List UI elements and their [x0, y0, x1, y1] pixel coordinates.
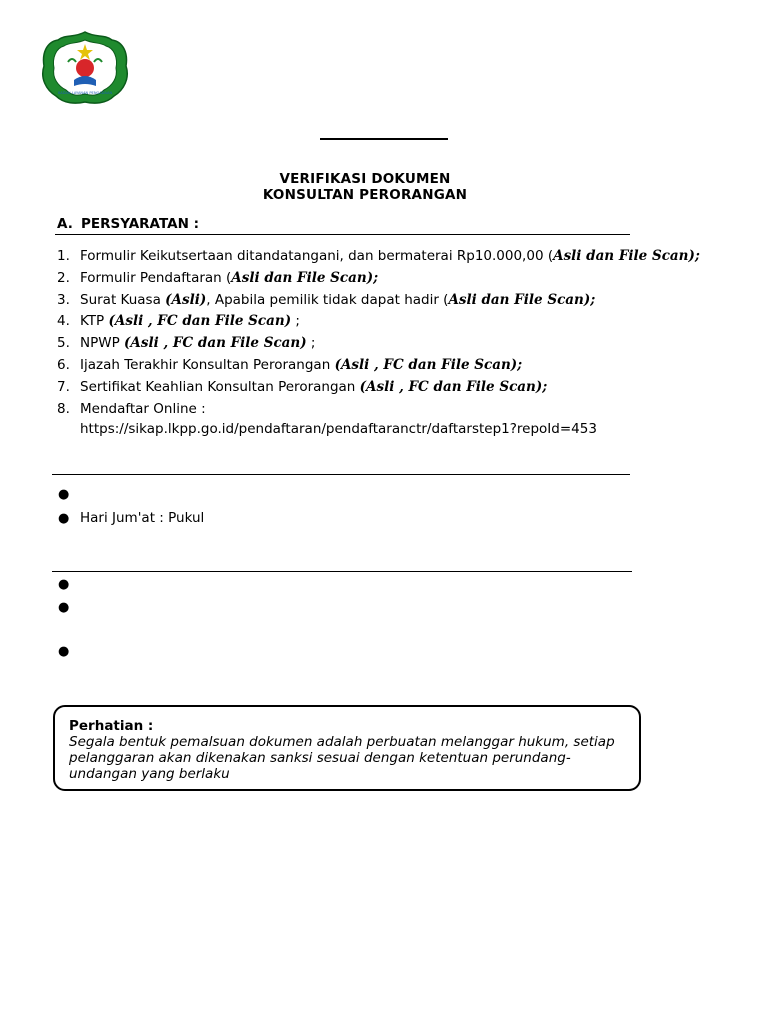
bullet-icon: ● — [58, 577, 70, 592]
section-letter: A. — [57, 216, 73, 232]
item-number: 1. — [57, 248, 70, 264]
registration-link[interactable]: https://sikap.lkpp.go.id/pendaftaran/pendaftaranctr/daftarstep1?repoId=453 — [80, 421, 597, 437]
list-item — [57, 312, 700, 334]
item-number: 4. — [57, 313, 70, 330]
svg-text:BADAN LAYANAN PENGADAAN: BADAN LAYANAN PENGADAAN — [57, 91, 113, 95]
item-text: NPWP — [80, 335, 125, 352]
item-text: Formulir Pendaftaran ( — [80, 269, 232, 286]
item-tail: , Apabila pemilik tidak dapat hadir ( — [206, 291, 449, 308]
list-item — [57, 400, 700, 422]
item-emphasis: (Asli , FC dan File Scan) — [124, 335, 307, 352]
section-heading — [57, 216, 199, 232]
item-text: Mendaftar Online : — [80, 400, 206, 417]
bullet-icon: ● — [58, 644, 70, 659]
document-subtitle: KONSULTAN PERORANGAN — [262, 187, 468, 203]
item-number: 8. — [57, 400, 70, 417]
bullet-icon: ● — [58, 511, 70, 526]
item-text: KTP — [80, 313, 109, 330]
item-number: 7. — [57, 378, 70, 395]
item-number: 2. — [57, 269, 70, 286]
item-emphasis: (Asli , FC dan File Scan); — [359, 378, 548, 395]
item-emphasis: Asli dan File Scan); — [448, 291, 596, 308]
item-number: 6. — [57, 356, 70, 373]
list-item — [57, 356, 700, 378]
bullet-icon: ● — [58, 487, 70, 502]
item-number: 5. — [57, 335, 70, 352]
item-emphasis: (Asli , FC dan File Scan); — [334, 356, 523, 373]
list-item — [57, 291, 700, 313]
item-text: Formulir Keikutsertaan ditandatangani, dan bermaterai Rp10.000,00 ( — [80, 248, 554, 264]
item-number: 3. — [57, 291, 70, 308]
item-text: Ijazah Terakhir Konsultan Perorangan — [80, 356, 335, 373]
list-item — [57, 378, 700, 400]
item-tail: ; — [306, 335, 316, 352]
notice-body: Segala bentuk pemalsuan dokumen adalah perbuatan melanggar hukum, setiap pelanggaran akan dikenakan sanksi sesuai dengan ketentuan perundang-undangan yang berlaku — [69, 734, 615, 782]
document-title: VERIFIKASI DOKUMEN — [279, 171, 451, 187]
item-emphasis: (Asli , FC dan File Scan) — [108, 313, 292, 330]
section-underline — [55, 234, 630, 235]
list-item — [57, 334, 700, 356]
schedule-item: Hari Jum'at : Pukul — [80, 510, 205, 526]
list-item — [57, 269, 700, 291]
item-text: Surat Kuasa — [80, 291, 166, 308]
section-title: PERSYARATAN : — [81, 216, 199, 232]
item-emphasis: (Asli) — [165, 291, 207, 308]
list-item — [57, 247, 700, 269]
schedule-divider — [52, 474, 630, 475]
item-emphasis: Asli dan File Scan); — [553, 248, 700, 264]
item-tail: ; — [291, 313, 300, 330]
location-divider — [52, 571, 632, 572]
top-divider — [320, 138, 448, 140]
notice-box — [53, 705, 641, 791]
institution-logo — [38, 28, 132, 108]
requirements-list — [57, 247, 700, 421]
item-emphasis: Asli dan File Scan); — [231, 269, 379, 286]
item-text: Sertifikat Keahlian Konsultan Perorangan — [80, 378, 360, 395]
bullet-icon: ● — [58, 600, 70, 615]
notice-heading: Perhatian : — [69, 718, 154, 734]
